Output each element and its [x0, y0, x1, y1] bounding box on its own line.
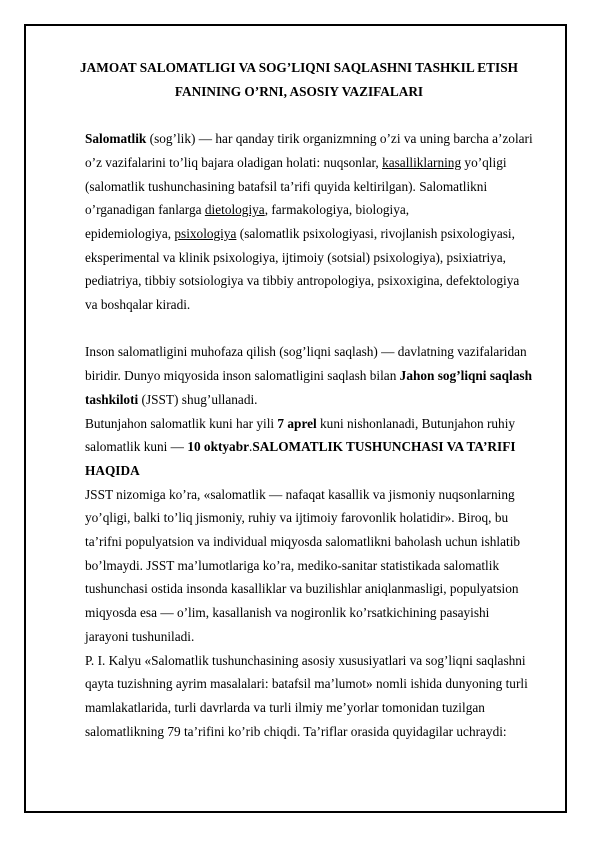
title-line-1: JAMOAT SALOMATLIGI VA SOG’LIQNI SAQLASHNI TASHKIL ETISH — [80, 60, 518, 75]
blank-line — [85, 317, 535, 341]
paragraph-health-days — [85, 412, 535, 483]
document-title — [63, 56, 535, 103]
text-span: . — [249, 439, 253, 455]
text-span: epidemiologiya, — [85, 225, 175, 241]
text-span: (JSST) shug’ullanadi. — [138, 391, 258, 407]
link-kasalliklarning[interactable]: kasalliklarning — [382, 154, 462, 170]
paragraph-salomatlik-definition — [85, 127, 535, 317]
title-line-2: FANINING O’RNI, ASOSIY VAZIFALARI — [174, 83, 424, 99]
text-span: kuni nishonlanadi, Butunjahon ruhiy salomatlik kuni — — [85, 415, 516, 455]
date-10-oktyabr: 10 oktyabr — [187, 439, 249, 455]
paragraph-kalyu-research: P. I. Kalyu «Salomatlik tushunchasining asosiy xususiyatlari va sog’liqni saqlashni qayta tuzishning ayrim masalalari: batafsil ma’lumot» nomli ishida dunyoning turli mamlakatlarida, turli davrlarda va turli ilmiy me’yorlar tomonidan tuzilgan salomatlikning 79 ta’rifini ko’rib chiqdi. Ta’riflar orasida quyidagilar uchraydi: — [85, 652, 528, 739]
paragraph-jsst-definition: JSST nizomiga ko’ra, «salomatlik — nafaqat kasallik va jismoniy nuqsonlarning yo’qligi, balki to’liq jismoniy, ruhiy va ijtimoiy farovonlik holatidir». Biroq, bu ta’rifni populyatsion va individual miqyosda salomatlikni baholash uchun ishlatib bo’lmaydi. JSST ma’lumotlariga ko’ra, mediko-sanitar statistikada salomatlik tushunchasi ostida insonda kasalliklar va buzilishlar aniqlanmasligi, populyatsion miqyosda esa — o’lim, kasallanish va nogironlik ko’rsatkichining pasayishi jarayoni tushuniladi. — [85, 486, 521, 644]
text-span: (salomatlik psixologiyasi, rivojlanish psixologiyasi, eksperimental va klinik psixologiya, ijtimoiy (sotsial) psixologiya), psixiatriya, pediatriya, tibbiy sotsiologiya va tibbiy antropologiya, psixoxigina, defektologiya va boshqalar kiradi. — [85, 225, 520, 313]
text-span: yo’qligi (salomatlik tushunchasining batafsil ta’rifi quyida keltirilgan). Salomatlikni o’rganadigan fanlarga — [85, 154, 507, 218]
date-7-aprel: 7 aprel — [277, 415, 317, 431]
link-psixologiya[interactable]: psixologiya — [174, 225, 237, 241]
term-jahon-sogliqni-saqlash-tashkiloti: Jahon sog’liqni saqlash tashkiloti — [85, 368, 532, 407]
document-body — [80, 56, 535, 743]
text-span: (sog’lik) — har qanday tirik organizmning o’zi va uning barcha a’zolari o’z vazifalarini to’liq bajara oladigan holati: nuqsonlar, — [85, 131, 533, 170]
text-span: , farmakologiya, biologiya, — [264, 202, 410, 218]
link-dietologiya[interactable]: dietologiya — [204, 202, 265, 218]
term-salomatlik: Salomatlik — [85, 131, 147, 147]
section-heading-salomatlik-tushunchasi: SALOMATLIK TUSHUNCHASI VA TA’RIFI HAQIDA — [85, 439, 516, 478]
text-span: Inson salomatligini muhofaza qilish (sog’liqni saqlash) — davlatning vazifalaridan biridir. Dunyo miqyosida inson salomatligini saqlash bilan — [85, 344, 527, 384]
paragraph-health-protection — [85, 340, 535, 411]
text-span: Butunjahon salomatlik kuni har yili — [85, 415, 278, 431]
